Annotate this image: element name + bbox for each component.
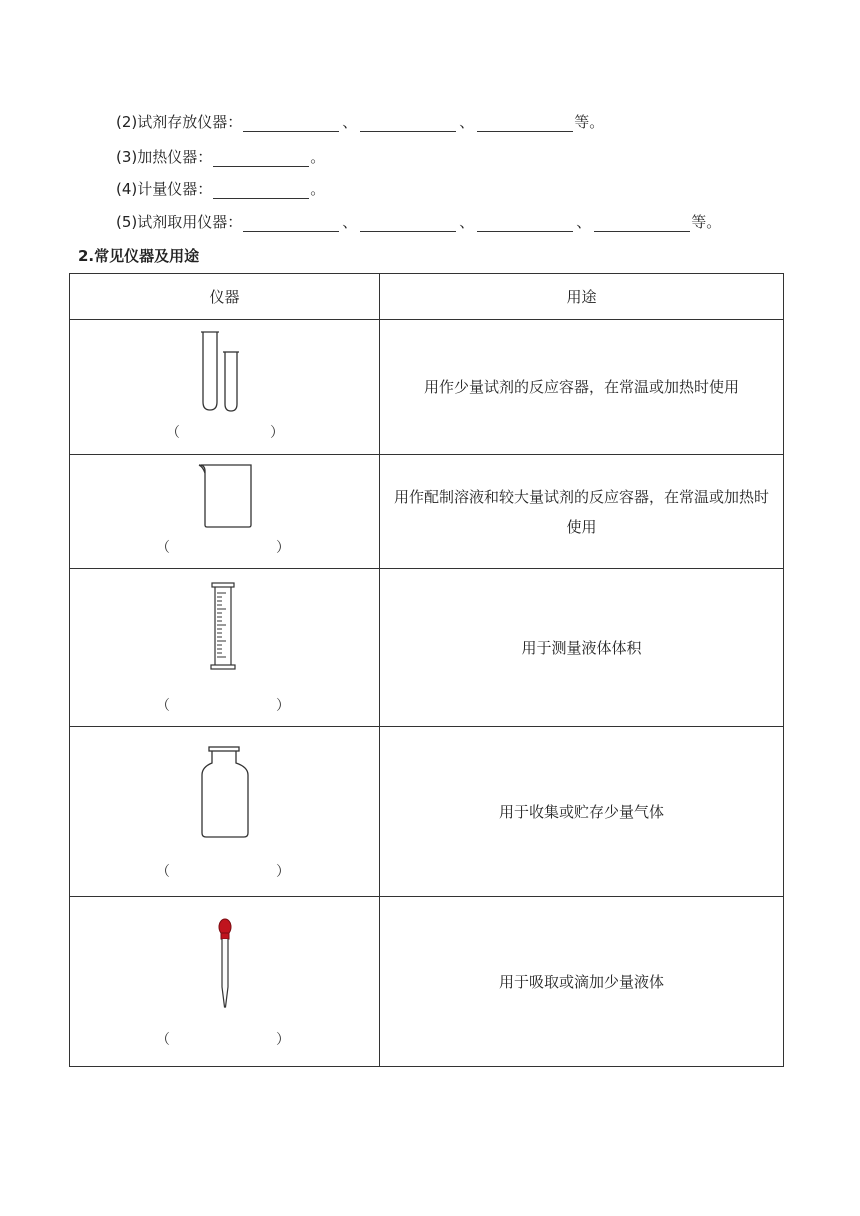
usage-cell: 用于测量液体体积 <box>380 569 784 727</box>
instrument-table <box>69 273 784 1067</box>
separator: 、 <box>459 213 475 231</box>
gas-collecting-bottle-icon <box>198 745 258 841</box>
category-line-measuring <box>116 177 325 199</box>
answer-open-paren: （ <box>166 425 180 441</box>
instrument-cell <box>70 320 380 455</box>
dropper-icon <box>210 915 240 1011</box>
graduated-cylinder-icon <box>208 581 248 677</box>
answer-close-paren: ） <box>276 864 290 880</box>
category-suffix: 。 <box>310 148 326 166</box>
answer-blank[interactable] <box>243 115 339 132</box>
header-instrument: 仪器 <box>70 274 380 320</box>
category-label: (2)试剂存放仪器： <box>116 113 243 131</box>
separator: 、 <box>459 113 475 131</box>
answer-blank[interactable] <box>594 215 690 232</box>
test-tubes-icon <box>195 330 255 420</box>
category-suffix: 等。 <box>691 213 722 231</box>
answer-blank[interactable] <box>213 182 309 199</box>
table-row <box>70 569 784 727</box>
instrument-cell <box>70 455 380 569</box>
separator: 、 <box>576 213 592 231</box>
category-line-dispensing <box>116 210 721 232</box>
answer-close-paren: ） <box>270 425 284 441</box>
section-title: 2.常见仪器及用途 <box>78 247 200 265</box>
answer-blank[interactable] <box>360 115 456 132</box>
answer-blank[interactable] <box>477 215 573 232</box>
answer-blank[interactable] <box>360 215 456 232</box>
instrument-cell <box>70 727 380 897</box>
category-suffix: 等。 <box>574 113 605 131</box>
category-line-heating <box>116 145 325 167</box>
answer-close-paren: ） <box>276 540 290 556</box>
table-row <box>70 455 784 569</box>
category-label: (5)试剂取用仪器： <box>116 213 243 231</box>
separator: 、 <box>342 213 358 231</box>
usage-cell: 用于收集或贮存少量气体 <box>380 727 784 897</box>
separator: 、 <box>342 113 358 131</box>
category-label: (3)加热仪器： <box>116 148 213 166</box>
answer-open-paren: （ <box>156 1032 170 1048</box>
table-row <box>70 727 784 897</box>
answer-open-paren: （ <box>156 540 170 556</box>
answer-blank[interactable] <box>243 215 339 232</box>
answer-blank[interactable] <box>477 115 573 132</box>
table-row <box>70 897 784 1067</box>
answer-open-paren: （ <box>156 698 170 714</box>
usage-cell: 用作少量试剂的反应容器，在常温或加热时使用 <box>380 320 784 455</box>
answer-blank[interactable] <box>213 150 309 167</box>
usage-cell: 用于吸取或滴加少量液体 <box>380 897 784 1067</box>
answer-close-paren: ） <box>276 1032 290 1048</box>
category-line-storage <box>116 110 604 132</box>
category-suffix: 。 <box>310 180 326 198</box>
usage-cell: 用作配制溶液和较大量试剂的反应容器，在常温或加热时使用 <box>380 455 784 569</box>
answer-open-paren: （ <box>156 864 170 880</box>
instrument-cell <box>70 897 380 1067</box>
table-header-row <box>70 274 784 320</box>
instrument-cell <box>70 569 380 727</box>
answer-close-paren: ） <box>276 698 290 714</box>
beaker-icon <box>197 463 257 529</box>
header-usage: 用途 <box>380 274 784 320</box>
table-row <box>70 320 784 455</box>
category-label: (4)计量仪器： <box>116 180 213 198</box>
